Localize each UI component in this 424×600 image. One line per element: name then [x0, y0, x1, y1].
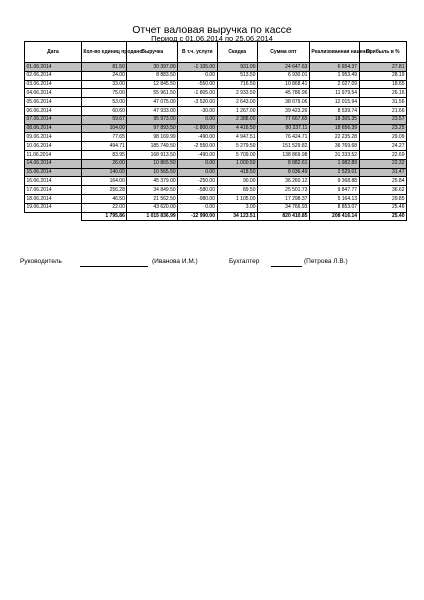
value-cell: 25 501.73 [257, 186, 309, 195]
date-cell: 16.06.2014 [25, 177, 82, 186]
value-cell: 10 865.50 [127, 159, 178, 168]
table-row [25, 168, 407, 177]
column-header: Прибыль в % [359, 42, 406, 63]
accountant-signature-line [271, 266, 302, 267]
value-cell: 59.67 [81, 115, 126, 124]
value-cell: -2 550.00 [178, 142, 217, 151]
value-cell: 25.84 [359, 177, 406, 186]
value-cell: 90.00 [217, 177, 257, 186]
value-cell: 3.00 [217, 203, 257, 212]
value-cell: 75.00 [81, 89, 126, 98]
table-row [25, 89, 407, 98]
value-cell: 31.56 [359, 98, 406, 107]
value-cell: 30 397.00 [127, 63, 178, 72]
value-cell: 18 305.35 [309, 115, 359, 124]
table-header [25, 42, 407, 63]
value-cell: 89.50 [217, 186, 257, 195]
value-cell: 47 933.00 [127, 106, 178, 115]
value-cell: 2 933.50 [217, 89, 257, 98]
value-cell: 12 845.50 [127, 80, 178, 89]
value-cell: 53.00 [81, 98, 126, 107]
value-cell: 60.60 [81, 106, 126, 115]
value-cell: 23.57 [359, 115, 406, 124]
value-cell: 2 529.01 [309, 168, 359, 177]
value-cell: 138 869.98 [257, 150, 309, 159]
date-cell: 15.06.2014 [25, 168, 82, 177]
value-cell: -250.00 [178, 177, 217, 186]
value-cell: 34 766.93 [257, 203, 309, 212]
value-cell: 38 079.06 [257, 98, 309, 107]
value-cell: 0.00 [178, 159, 217, 168]
total-cell: 25.40 [359, 212, 406, 221]
value-cell: 43 620.00 [127, 203, 178, 212]
value-cell: 23.25 [359, 124, 406, 133]
column-header: Дата [25, 42, 82, 63]
totals-spacer [25, 212, 82, 221]
value-cell: 6 654.37 [309, 63, 359, 72]
value-cell: -1 805.00 [178, 89, 217, 98]
value-cell: 931.00 [217, 63, 257, 72]
value-cell: 1 105.00 [217, 194, 257, 203]
value-cell: 39 423.26 [257, 106, 309, 115]
value-cell: -1 105.00 [178, 63, 217, 72]
table-row [25, 106, 407, 115]
manager-label: Руководитель [20, 258, 62, 265]
report-period: Период с 01.06.2014 по 25.06.2014 [151, 34, 273, 43]
value-cell: 8 883.50 [127, 71, 178, 80]
value-cell: 2 388.00 [217, 115, 257, 124]
value-cell: 9 368.88 [309, 177, 359, 186]
value-cell: 8 853.07 [309, 203, 359, 212]
value-cell: -980.00 [178, 194, 217, 203]
value-cell: 95 973.00 [127, 115, 178, 124]
value-cell: 80 237.11 [257, 124, 309, 133]
value-cell: 5 709.00 [217, 150, 257, 159]
value-cell: 2 027.09 [309, 80, 359, 89]
value-cell: 151 529.82 [257, 142, 309, 151]
value-cell: 17 298.37 [257, 194, 309, 203]
value-cell: 164.00 [81, 177, 126, 186]
table-row [25, 159, 407, 168]
table-row [25, 203, 407, 212]
table-row [25, 124, 407, 133]
value-cell: 1 267.00 [217, 106, 257, 115]
value-cell: 10 565.50 [127, 168, 178, 177]
value-cell: 18 656.39 [309, 124, 359, 133]
total-cell: 208 416.14 [309, 212, 359, 221]
accountant-name: (Петрова Л.В.) [304, 258, 348, 265]
value-cell: 45 786.96 [257, 89, 309, 98]
total-cell: 1 015 836.99 [127, 212, 178, 221]
date-cell: 01.06.2014 [25, 63, 82, 72]
table-row [25, 80, 407, 89]
value-cell: -3 520.00 [178, 98, 217, 107]
value-cell: 36.62 [359, 186, 406, 195]
value-cell: 46.50 [81, 194, 126, 203]
date-cell: 19.06.2014 [25, 203, 82, 212]
value-cell: 716.50 [217, 80, 257, 89]
total-cell: 1 795.86 [81, 212, 126, 221]
column-header: Реализованная наценка [309, 42, 359, 63]
table-body [25, 63, 407, 221]
value-cell: 55 961.50 [127, 89, 178, 98]
date-cell: 05.06.2014 [25, 98, 82, 107]
value-cell: 2 643.00 [217, 98, 257, 107]
value-cell: 1 000.50 [217, 159, 257, 168]
value-cell: 24.27 [359, 142, 406, 151]
table-row [25, 194, 407, 203]
value-cell: -1 800.00 [178, 124, 217, 133]
value-cell: 28.19 [359, 71, 406, 80]
value-cell: 24.00 [81, 71, 126, 80]
value-cell: 8 539.74 [309, 106, 359, 115]
value-cell: 22.32 [359, 159, 406, 168]
date-cell: 14.06.2014 [25, 159, 82, 168]
date-cell: 11.06.2014 [25, 150, 82, 159]
date-cell: 07.06.2014 [25, 115, 82, 124]
value-cell: 1 953.49 [309, 71, 359, 80]
value-cell: -30.00 [178, 106, 217, 115]
manager-name: (Иванова И.М.) [152, 258, 198, 265]
value-cell: 77 667.65 [257, 115, 309, 124]
value-cell: 47 075.00 [127, 98, 178, 107]
table-row [25, 63, 407, 72]
value-cell: 21 562.50 [127, 194, 178, 203]
value-cell: -580.00 [178, 186, 217, 195]
date-cell: 08.06.2014 [25, 124, 82, 133]
value-cell: 494.71 [81, 142, 126, 151]
value-cell: 12 015.94 [309, 98, 359, 107]
value-cell: 97 893.50 [127, 124, 178, 133]
value-cell: 104.00 [81, 124, 126, 133]
value-cell: 36 260.12 [257, 177, 309, 186]
value-cell: 4 416.50 [217, 124, 257, 133]
value-cell: 83.95 [81, 150, 126, 159]
value-cell: 0.00 [178, 71, 217, 80]
table-row [25, 115, 407, 124]
value-cell: 24 647.63 [257, 63, 309, 72]
value-cell: 29.85 [359, 194, 406, 203]
total-cell: -12 990.00 [178, 212, 217, 221]
value-cell: 256.28 [81, 186, 126, 195]
value-cell: -490.00 [178, 150, 217, 159]
value-cell: 8 882.61 [257, 159, 309, 168]
value-cell: 81.50 [81, 63, 126, 72]
table-row [25, 142, 407, 151]
value-cell: 45 379.00 [127, 177, 178, 186]
column-header: Выручка [127, 42, 178, 63]
date-cell: 18.06.2014 [25, 194, 82, 203]
value-cell: 6 930.01 [257, 71, 309, 80]
column-header: В т.ч. услуги [178, 42, 217, 63]
value-cell: 185 749.50 [127, 142, 178, 151]
value-cell: 22 235.28 [309, 133, 359, 142]
date-cell: 10.06.2014 [25, 142, 82, 151]
value-cell: 5 164.13 [309, 194, 359, 203]
value-cell: 31 333.52 [309, 150, 359, 159]
value-cell: 33.00 [81, 80, 126, 89]
value-cell: 36 769.68 [309, 142, 359, 151]
value-cell: 0.00 [178, 203, 217, 212]
column-header: Кол-во единиц продано [81, 42, 126, 63]
date-cell: 17.06.2014 [25, 186, 82, 195]
table-row [25, 150, 407, 159]
header-row [25, 42, 407, 63]
value-cell: 29.09 [359, 133, 406, 142]
value-cell: 9 847.77 [309, 186, 359, 195]
column-header: Скидка [217, 42, 257, 63]
total-cell: 820 410.85 [257, 212, 309, 221]
date-cell: 02.06.2014 [25, 71, 82, 80]
value-cell: -490.00 [178, 133, 217, 142]
value-cell: 25.46 [359, 203, 406, 212]
value-cell: 10 868.41 [257, 80, 309, 89]
manager-signature-line [80, 266, 148, 267]
value-cell: 22.69 [359, 150, 406, 159]
value-cell: 26.16 [359, 89, 406, 98]
value-cell: 11 979.54 [309, 89, 359, 98]
table-row [25, 133, 407, 142]
value-cell: 0.00 [178, 115, 217, 124]
date-cell: 09.06.2014 [25, 133, 82, 142]
value-cell: 27.81 [359, 63, 406, 72]
value-cell: 31.47 [359, 168, 406, 177]
table-row [25, 186, 407, 195]
value-cell: 5 279.50 [217, 142, 257, 151]
accountant-label: Бухгалтер [229, 258, 260, 265]
value-cell: 98 169.99 [127, 133, 178, 142]
value-cell: 77.65 [81, 133, 126, 142]
totals-row [25, 212, 407, 221]
date-cell: 03.06.2014 [25, 80, 82, 89]
table-row [25, 177, 407, 186]
report-title: Отчет валовая выручка по кассе [132, 24, 292, 36]
total-cell: 34 123.51 [217, 212, 257, 221]
value-cell: -550.00 [178, 80, 217, 89]
value-cell: 34 849.50 [127, 186, 178, 195]
table-row [25, 71, 407, 80]
value-cell: 168 913.50 [127, 150, 178, 159]
value-cell: 140.00 [81, 168, 126, 177]
value-cell: 26.00 [81, 159, 126, 168]
value-cell: 76 424.71 [257, 133, 309, 142]
value-cell: 4 947.51 [217, 133, 257, 142]
value-cell: 22.00 [81, 203, 126, 212]
value-cell: 18.65 [359, 80, 406, 89]
value-cell: 1 982.89 [309, 159, 359, 168]
value-cell: 21.66 [359, 106, 406, 115]
value-cell: 8 036.49 [257, 168, 309, 177]
column-header: Сумма опт [257, 42, 309, 63]
value-cell: 418.50 [217, 168, 257, 177]
value-cell: 0.00 [178, 168, 217, 177]
value-cell: 513.50 [217, 71, 257, 80]
report-table [24, 41, 407, 221]
date-cell: 04.06.2014 [25, 89, 82, 98]
table-row [25, 98, 407, 107]
date-cell: 06.06.2014 [25, 106, 82, 115]
